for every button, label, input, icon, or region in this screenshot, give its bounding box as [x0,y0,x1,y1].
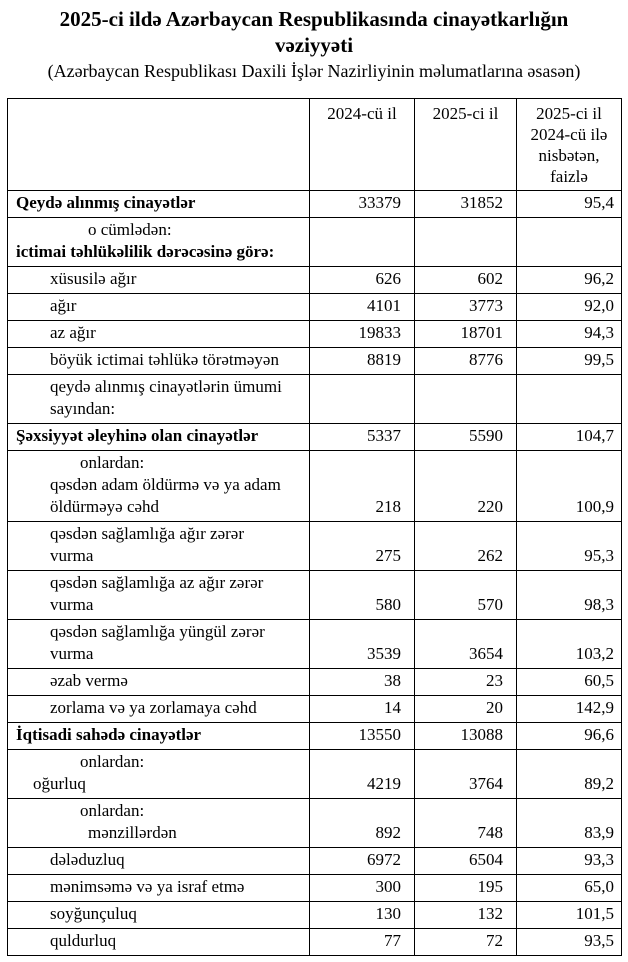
header-cell-percent: 2025-ci il 2024-cü ilə nisbətən, faizlə [517,98,622,190]
row-label-cell [8,450,310,521]
row-label-cell [8,874,310,901]
row-label-cell [8,423,310,450]
value-percent-cell: 93,5 [517,928,622,955]
value-2024-cell [310,217,415,266]
value-2024-cell: 218 [310,450,415,521]
row-label-cell [8,695,310,722]
value-percent-cell: 60,5 [517,668,622,695]
value-percent-cell: 104,7 [517,423,622,450]
table-row [8,450,622,521]
row-label-line: vurma [50,594,94,614]
value-2025-cell [415,217,517,266]
value-2025-cell: 23 [415,668,517,695]
value-2024-cell: 4219 [310,749,415,798]
row-label-line: dələduzluq [50,849,125,869]
value-percent-cell: 98,3 [517,570,622,619]
row-label-cell [8,320,310,347]
row-label-line: ağır [50,295,77,315]
row-label-line: Şəxsiyyət əleyhinə olan cinayətlər [16,425,259,445]
table-row [8,619,622,668]
value-2024-cell: 77 [310,928,415,955]
table-row [8,722,622,749]
value-percent-cell: 96,2 [517,266,622,293]
table-row [8,217,622,266]
row-label-line: onlardan: [80,452,145,472]
table-row [8,521,622,570]
row-label-line: qəsdən adam öldürmə və ya adam [50,474,281,494]
row-label-cell [8,293,310,320]
value-2025-cell: 18701 [415,320,517,347]
value-2025-cell: 8776 [415,347,517,374]
row-label-cell [8,619,310,668]
row-label-line: qəsdən sağlamlığa yüngül zərər [50,621,265,641]
table-row [8,874,622,901]
row-label-line: mənimsəmə və ya israf etmə [50,876,245,896]
row-label-cell [8,798,310,847]
table-row [8,570,622,619]
value-2024-cell: 275 [310,521,415,570]
value-2024-cell: 38 [310,668,415,695]
row-label-line: qəsdən sağlamlığa ağır zərər [50,523,244,543]
value-2024-cell: 626 [310,266,415,293]
row-label-cell [8,901,310,928]
value-2024-cell: 580 [310,570,415,619]
row-label-line: vurma [50,643,94,663]
page-subtitle: (Azərbaycan Respublikası Daxili İşlər Nazirliyinin məlumatlarına əsasən) [47,61,581,82]
value-2025-cell: 3654 [415,619,517,668]
row-label-line: zorlama və ya zorlamaya cəhd [50,697,257,717]
row-label-cell [8,722,310,749]
table-row [8,847,622,874]
header-cell-label [8,98,310,190]
value-2024-cell: 6972 [310,847,415,874]
table-row [8,749,622,798]
row-label-line: oğurluq [33,773,86,793]
row-label-line: qəsdən sağlamlığa az ağır zərər [50,572,264,592]
row-label-line: xüsusilə ağır [50,268,137,288]
value-percent-cell [517,217,622,266]
row-label-line: öldürməyə cəhd [50,496,160,516]
value-2025-cell: 6504 [415,847,517,874]
value-2024-cell: 19833 [310,320,415,347]
value-2024-cell: 3539 [310,619,415,668]
row-label-line: quldurluq [50,930,117,950]
row-label-line: qeydə alınmış cinayətlərin ümumi [50,376,282,396]
row-label-cell [8,190,310,217]
header-cell-2024: 2024-cü il [310,98,415,190]
value-percent-cell: 95,4 [517,190,622,217]
value-percent-cell: 89,2 [517,749,622,798]
value-percent-cell: 95,3 [517,521,622,570]
row-label-line: ictimai təhlükəlilik dərəcəsinə görə: [16,241,275,261]
row-label-line: İqtisadi sahədə cinayətlər [16,724,202,744]
value-percent-cell: 103,2 [517,619,622,668]
header-row [8,98,622,190]
table-row [8,928,622,955]
value-2025-cell: 5590 [415,423,517,450]
table-row [8,668,622,695]
value-2024-cell: 4101 [310,293,415,320]
value-percent-cell: 92,0 [517,293,622,320]
value-percent-cell [517,374,622,423]
value-2024-cell: 5337 [310,423,415,450]
value-2024-cell: 33379 [310,190,415,217]
value-2025-cell: 13088 [415,722,517,749]
row-label-cell [8,374,310,423]
row-label-line: Qeydə alınmış cinayətlər [16,192,196,212]
table-header [8,98,622,190]
value-percent-cell: 101,5 [517,901,622,928]
row-label-cell [8,521,310,570]
value-2025-cell: 748 [415,798,517,847]
value-percent-cell: 65,0 [517,874,622,901]
row-label-line: onlardan: [80,751,145,771]
value-percent-cell: 99,5 [517,347,622,374]
value-percent-cell: 94,3 [517,320,622,347]
row-label-cell [8,749,310,798]
value-2025-cell: 602 [415,266,517,293]
row-label-line: o cümlədən: [88,219,172,239]
row-label-cell [8,668,310,695]
value-2025-cell [415,374,517,423]
row-label-cell [8,928,310,955]
row-label-line: böyük ictimai təhlükə törətməyən [50,349,279,369]
row-label-line: əzab vermə [50,670,128,690]
value-2025-cell: 3773 [415,293,517,320]
table-row [8,266,622,293]
value-2025-cell: 570 [415,570,517,619]
row-label-line: soyğunçuluq [50,903,137,923]
value-2024-cell: 8819 [310,347,415,374]
value-2024-cell: 13550 [310,722,415,749]
row-label-line: onlardan: [80,800,145,820]
value-2024-cell [310,374,415,423]
value-2025-cell: 195 [415,874,517,901]
table-row [8,901,622,928]
value-2025-cell: 31852 [415,190,517,217]
row-label-line: mənzillərdən [88,822,177,842]
crime-stats-table [7,98,622,956]
header-cell-2025: 2025-ci il [415,98,517,190]
value-2025-cell: 20 [415,695,517,722]
value-2025-cell: 132 [415,901,517,928]
row-label-line: sayından: [50,398,116,418]
value-percent-cell: 93,3 [517,847,622,874]
value-2025-cell: 262 [415,521,517,570]
value-percent-cell: 100,9 [517,450,622,521]
table-row [8,423,622,450]
row-label-cell [8,847,310,874]
table-row [8,293,622,320]
row-label-cell [8,570,310,619]
row-label-cell [8,347,310,374]
table-row [8,347,622,374]
page-title: 2025-ci ildə Azərbaycan Respublikasında cinayətkarlığın vəziyyəti [59,7,569,58]
value-percent-cell: 83,9 [517,798,622,847]
value-percent-cell: 142,9 [517,695,622,722]
table-row [8,374,622,423]
table-row [8,695,622,722]
value-2025-cell: 3764 [415,749,517,798]
row-label-line: vurma [50,545,94,565]
row-label-cell [8,217,310,266]
value-2024-cell: 130 [310,901,415,928]
value-2025-cell: 72 [415,928,517,955]
value-2024-cell: 892 [310,798,415,847]
row-label-line: az ağır [50,322,96,342]
table-row [8,320,622,347]
row-label-cell [8,266,310,293]
table-row [8,798,622,847]
crime-table-body [8,190,622,955]
value-2024-cell: 14 [310,695,415,722]
table-row [8,190,622,217]
value-2025-cell: 220 [415,450,517,521]
value-percent-cell: 96,6 [517,722,622,749]
value-2024-cell: 300 [310,874,415,901]
